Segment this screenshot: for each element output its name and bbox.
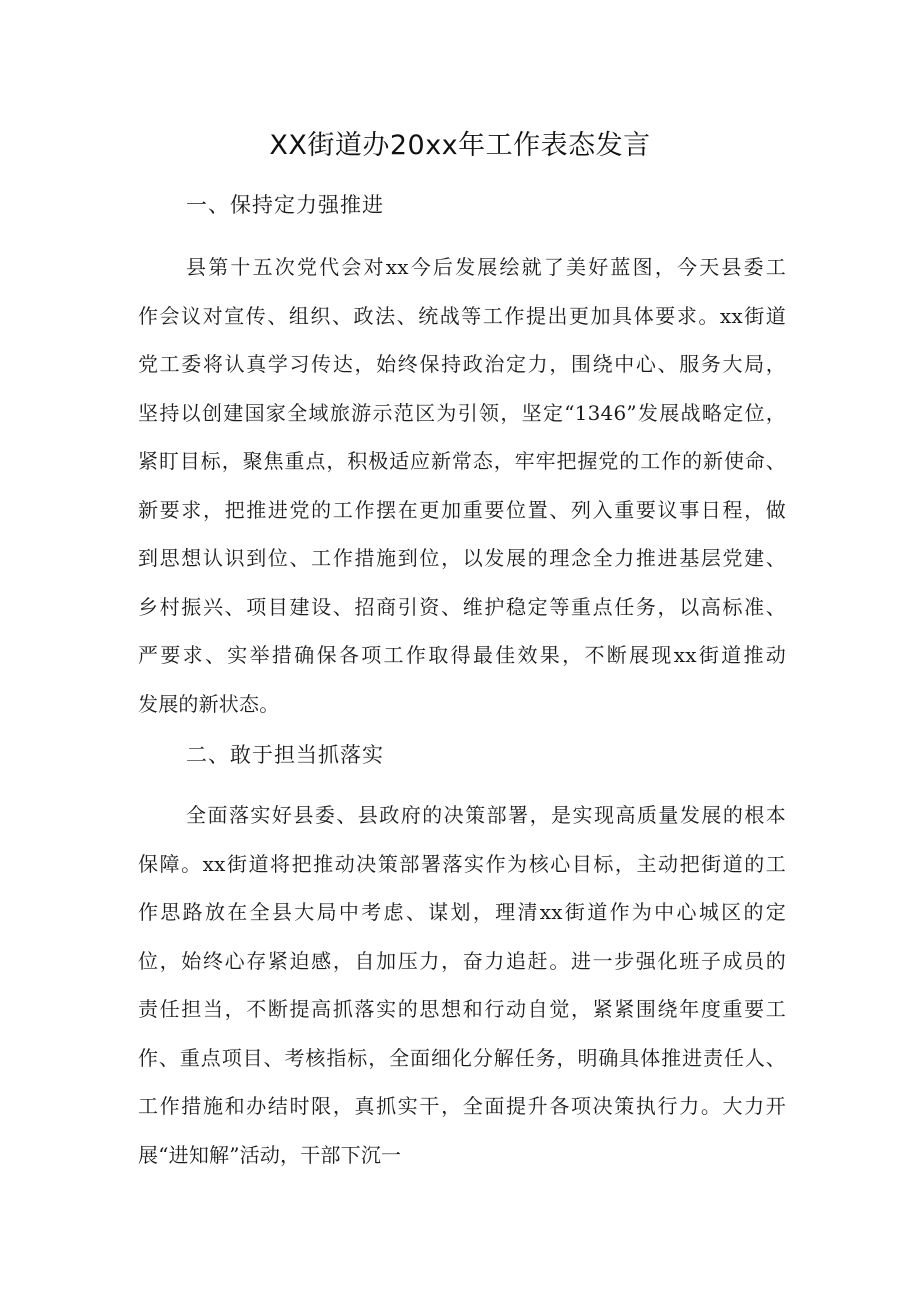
paragraph-line: 展“进知解”活动，干部下沉一 (138, 1142, 402, 1167)
paragraph-line: 位，始终心存紧迫感，自加压力，奋力追赶。进一步强化班子成员的 (138, 948, 786, 973)
section-1-heading: 一、保持定力强推进 (186, 193, 384, 217)
paragraph-line: 新要求，把推进党的工作摆在更加重要位置、列入重要议事日程，做 (138, 497, 786, 522)
paragraph-line: 全面落实好县委、县政府的决策部署，是实现高质量发展的根本 (186, 803, 786, 827)
paragraph-line: 紧盯目标，聚焦重点，积极适应新常态，牢牢把握党的工作的新使命、 (138, 449, 786, 473)
section-1-paragraph (138, 243, 786, 728)
paragraph-line: 工作措施和办结时限，真抓实干，全面提升各项决策执行力。大力开 (138, 1094, 786, 1118)
paragraph-line: 县第十五次党代会对xx今后发展绘就了美好蓝图，今天县委工 (186, 255, 786, 279)
paragraph-line: 乡村振兴、项目建设、招商引资、维护稳定等重点任务，以高标准、 (138, 594, 786, 619)
paragraph-line: 作、重点项目、考核指标，全面细化分解任务，明确具体推进责任人、 (138, 1045, 786, 1070)
section-2-heading: 二、敢于担当抓落实 (186, 743, 384, 767)
paragraph-line: 责任担当，不断提高抓落实的思想和行动自觉，紧紧围绕年度重要工 (138, 997, 786, 1021)
section-2-paragraph (138, 791, 786, 1179)
paragraph-line: 作会议对宣传、组织、政法、统战等工作提出更加具体要求。xx街道 (138, 303, 786, 328)
paragraph-line: 作思路放在全县大局中考虑、谋划，理清xx街道作为中心城区的定 (138, 900, 786, 924)
document-title: XX街道办20xx年工作表态发言 (269, 130, 651, 161)
paragraph-line: 发展的新状态。 (138, 691, 280, 716)
paragraph-line: 到思想认识到位、工作措施到位，以发展的理念全力推进基层党建、 (138, 546, 786, 570)
paragraph-line: 坚持以创建国家全域旅游示范区为引领，坚定“1346”发展战略定位， (138, 400, 786, 425)
paragraph-line: 保障。xx街道将把推动决策部署落实作为核心目标，主动把街道的工 (138, 851, 786, 876)
paragraph-line: 党工委将认真学习传达，始终保持政治定力，围绕中心、服务大局， (138, 352, 786, 376)
paragraph-line: 严要求、实举措确保各项工作取得最佳效果，不断展现xx街道推动 (138, 643, 786, 667)
